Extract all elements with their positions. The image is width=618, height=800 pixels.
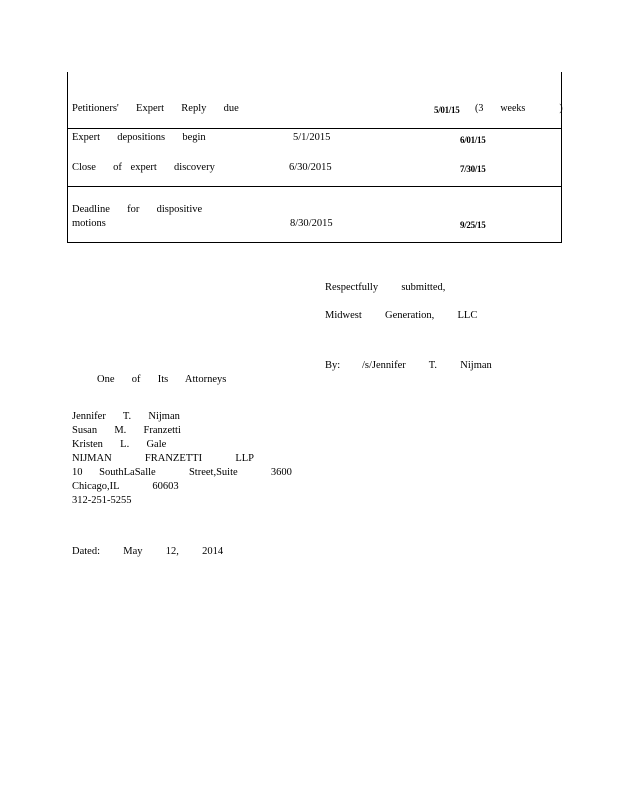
schedule-proposed-date: 6/01/15 xyxy=(460,135,486,145)
counsel-line: Chicago,IL 60603 xyxy=(72,481,179,492)
counsel-line: 312-251-5255 xyxy=(72,495,132,506)
schedule-event: Deadline for dispositive xyxy=(72,204,203,215)
counsel-line: Jennifer T. Nijman xyxy=(72,411,180,422)
schedule-event: Close of expert discovery xyxy=(72,162,215,173)
schedule-prior-date: 8/30/2015 xyxy=(290,218,333,229)
schedule-note: (3 weeks ) xyxy=(475,103,563,114)
party-name: Midwest Generation, LLC xyxy=(325,310,478,321)
table-row-divider xyxy=(67,186,562,187)
schedule-proposed-date: 7/30/15 xyxy=(460,164,486,174)
counsel-line: Kristen L. Gale xyxy=(72,439,167,450)
counsel-line: NIJMAN FRANZETTI LLP xyxy=(72,453,254,464)
closing-text: Respectfully submitted, xyxy=(325,282,446,293)
by-label: By: xyxy=(325,360,341,371)
schedule-event: Petitioners' Expert Reply due xyxy=(72,103,239,114)
schedule-prior-date: 6/30/2015 xyxy=(289,162,332,173)
schedule-proposed-date: 9/25/15 xyxy=(460,220,486,230)
schedule-prior-date: 5/1/2015 xyxy=(293,132,331,143)
table-right-border xyxy=(561,72,562,243)
table-left-border xyxy=(67,72,68,243)
counsel-line: Susan M. Franzetti xyxy=(72,425,181,436)
attorney-role: One of Its Attorneys xyxy=(97,374,227,385)
schedule-event-continued: motions xyxy=(72,218,106,229)
table-bottom-border xyxy=(67,242,562,243)
schedule-event: Expert depositions begin xyxy=(72,132,206,143)
schedule-proposed-date: 5/01/15 xyxy=(434,105,460,115)
table-row-divider xyxy=(67,128,562,129)
dated-line: Dated: May 12, 2014 xyxy=(72,546,224,557)
counsel-line: 10 SouthLaSalle Street,Suite 3600 xyxy=(72,467,292,478)
signature-line: /s/Jennifer T. Nijman xyxy=(362,360,492,371)
